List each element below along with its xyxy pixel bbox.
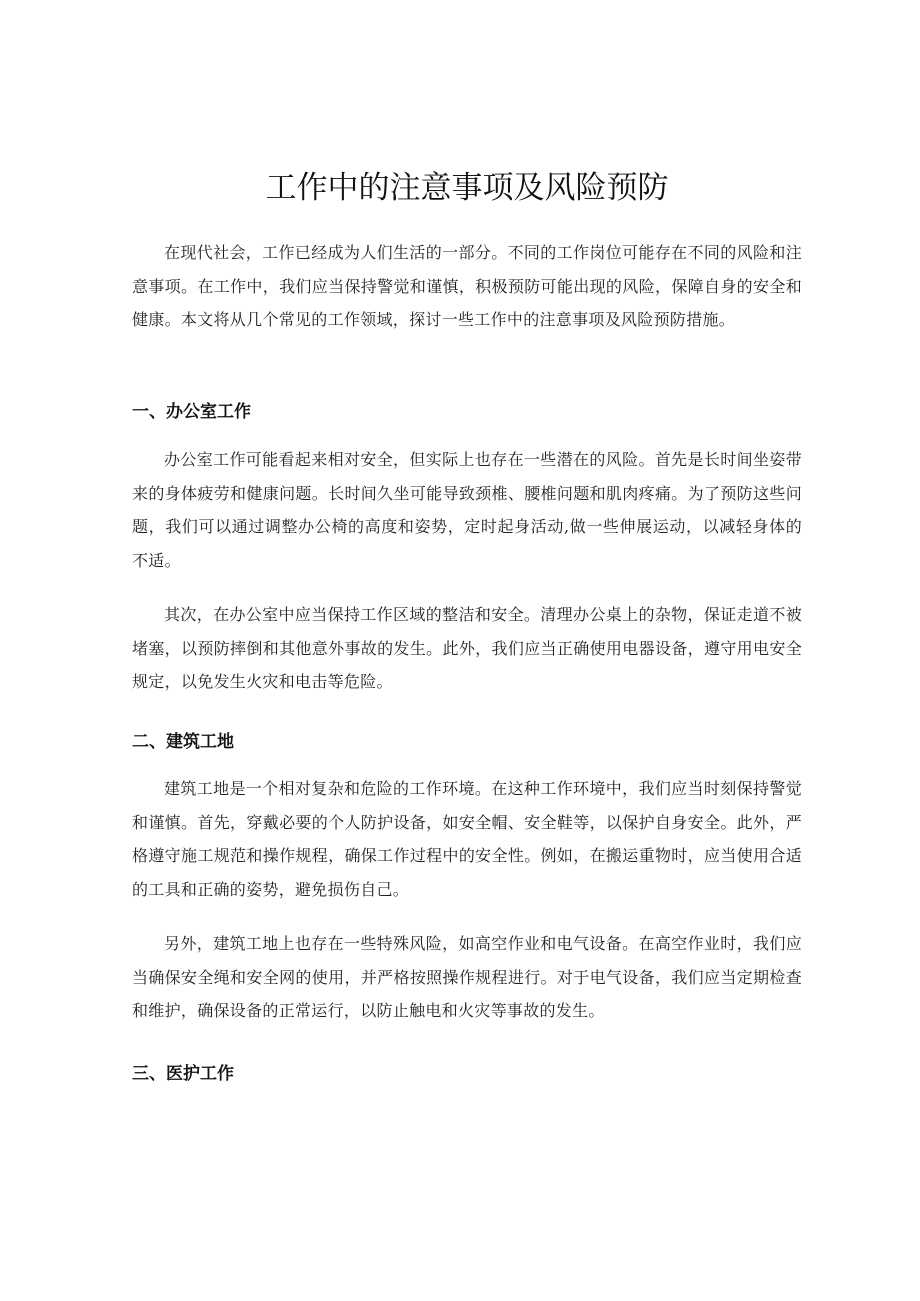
document-title: 工作中的注意事项及风险预防 xyxy=(265,170,669,206)
intro-paragraph: 在现代社会，工作已经成为人们生活的一部分。不同的工作岗位可能存在不同的风险和注意事项。在工作中，我们应当保持警觉和谨慎，积极预防可能出现的风险，保障自身的安全和健康。本文将从几个常见的工作领域，探讨一些工作中的注意事项及风险预防措施。 xyxy=(132,243,802,329)
construction-paragraph-2: 另外，建筑工地上也存在一些特殊风险，如高空作业和电气设备。在高空作业时，我们应当确保安全绳和安全网的使用，并严格按照操作规程进行。对于电气设备，我们应当定期检查和维护，确保设备的正常运行，以防止触电和火灾等事故的发生。 xyxy=(132,934,802,1020)
section-heading-medical: 三、医护工作 xyxy=(132,1064,234,1084)
section-heading-office: 一、办公室工作 xyxy=(132,402,251,422)
office-paragraph-2: 其次，在办公室中应当保持工作区域的整洁和安全。清理办公桌上的杂物，保证走道不被堵塞，以预防摔倒和其他意外事故的发生。此外，我们应当正确使用电器设备，遵守用电安全规定，以免发生火灾和电击等危险。 xyxy=(132,605,802,691)
construction-paragraph-1: 建筑工地是一个相对复杂和危险的工作环境。在这种工作环境中，我们应当时刻保持警觉和谨慎。首先，穿戴必要的个人防护设备，如安全帽、安全鞋等，以保护自身安全。此外，严格遵守施工规范和操作规程，确保工作过程中的安全性。例如，在搬运重物时，应当使用合适的工具和正确的姿势，避免损伤自己。 xyxy=(132,779,802,899)
section-heading-construction: 二、建筑工地 xyxy=(132,732,234,752)
office-paragraph-1: 办公室工作可能看起来相对安全，但实际上也存在一些潜在的风险。首先是长时间坐姿带来的身体疲劳和健康问题。长时间久坐可能导致颈椎、腰椎问题和肌肉疼痛。为了预防这些问题，我们可以通过调整办公椅的高度和姿势，定时起身活动,做一些伸展运动，以减轻身体的不适。 xyxy=(132,450,802,570)
